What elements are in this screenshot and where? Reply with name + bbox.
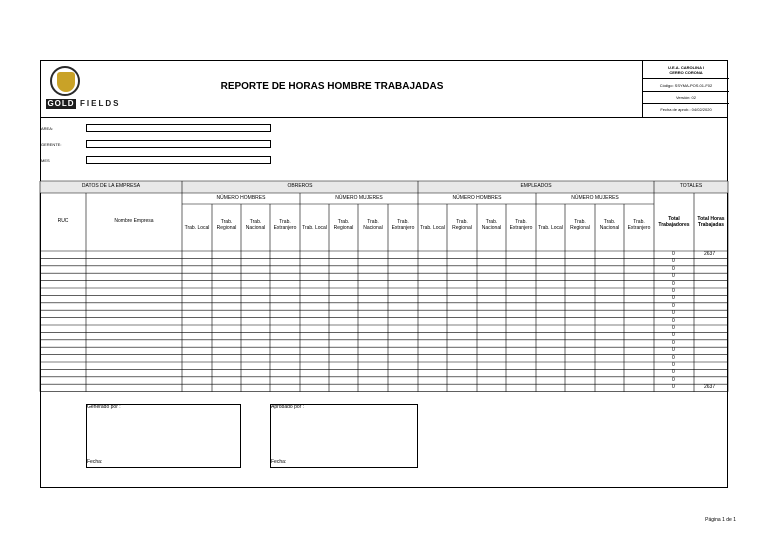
column-trab-nacional-11: Trab. Nacional (481, 219, 502, 231)
approved-date-label: Fecha: (271, 459, 287, 465)
grand-total-trabajadores: 0 (672, 384, 675, 391)
unit-name: U.E.A. CAROLINA I (667, 65, 705, 70)
column-total-trabajadores: Total Trabajadores (658, 216, 690, 228)
row-total-trabajadores: 0 (672, 369, 675, 376)
row-total-trabajadores: 0 (672, 288, 675, 294)
logo-text-rest: FIELDS (80, 99, 121, 108)
column-trab-regional-14: Trab. Regional (570, 219, 590, 231)
generated-by-label: Generado por : (87, 404, 121, 410)
row-total-trabajadores: 0 (672, 339, 675, 346)
column-trab-extranjero-8: Trab. Extranjero (391, 219, 415, 231)
grand-total-horas: 2637 (704, 384, 716, 391)
column-trab-regional-10: Trab. Regional (452, 219, 472, 231)
column-nombre-empresa: Nombre Empresa (114, 218, 154, 224)
column-total-horas: Total Horas Trabajadas (697, 216, 725, 228)
row-total-trabajadores: 0 (672, 354, 675, 361)
column-trab-regional-6: Trab. Regional (333, 219, 354, 231)
row-total-horas: 2637 (704, 251, 716, 257)
column-trab-nacional-15: Trab. Nacional (599, 219, 620, 231)
row-total-trabajadores: 0 (672, 280, 675, 287)
row-total-trabajadores: 0 (672, 251, 675, 257)
approved-by-label: Aprobado por : (271, 404, 305, 410)
document-code: Código: SSYMA-POS.01-F02 (659, 83, 713, 88)
gerente-label: GERENTE: (41, 142, 62, 147)
column-trab-local-13: Trab. Local (538, 225, 563, 231)
row-total-trabajadores: 0 (672, 332, 675, 339)
row-total-trabajadores: 0 (672, 310, 675, 317)
generated-date-label: Fecha: (87, 459, 103, 465)
column-trab-local-9: Trab. Local (420, 225, 445, 231)
column-ruc: RUC (57, 218, 69, 224)
column-trab-local-5: Trab. Local (302, 225, 327, 231)
empleados-hombres-header: NÚMERO HOMBRES (452, 195, 502, 201)
header-empleados: EMPLEADOS (520, 183, 552, 189)
approval-date: Fecha de aprob.: 04/02/2020 (660, 107, 712, 112)
unit-subname: CERRO CORONA (669, 70, 703, 75)
mes-label: MES (41, 158, 50, 163)
row-total-trabajadores: 0 (672, 325, 675, 331)
logo-text-box: GOLD (47, 99, 75, 108)
header-totales: TOTALES (679, 183, 703, 189)
empleados-mujeres-header: NÚMERO MUJERES (571, 195, 619, 201)
report-title: REPORTE DE HORAS HOMBRE TRABAJADAS (220, 81, 444, 92)
row-total-trabajadores: 0 (672, 265, 675, 272)
approved-by-box[interactable] (270, 404, 418, 468)
header-obreros: OBREROS (287, 183, 313, 189)
column-trab-extranjero-16: Trab. Extranjero (627, 219, 651, 231)
row-total-trabajadores: 0 (672, 273, 675, 280)
column-trab-nacional-7: Trab. Nacional (363, 219, 383, 231)
document-version: Versión: 02 (675, 95, 696, 100)
row-total-trabajadores: 0 (672, 376, 675, 383)
page-number: Página 1 de 1 (705, 517, 736, 523)
column-trab-extranjero-4: Trab. Extranjero (273, 219, 297, 231)
column-trab-nacional-3: Trab. Nacional (245, 219, 266, 231)
obreros-mujeres-header: NÚMERO MUJERES (335, 195, 383, 201)
row-total-trabajadores: 0 (672, 347, 675, 354)
row-total-trabajadores: 0 (672, 362, 675, 368)
column-trab-extranjero-12: Trab. Extranjero (509, 219, 533, 231)
row-total-trabajadores: 0 (672, 295, 675, 302)
area-label: AREA: (41, 126, 54, 131)
header-empresa: DATOS DE LA EMPRESA (81, 183, 141, 189)
row-total-trabajadores: 0 (672, 302, 675, 309)
row-total-trabajadores: 0 (672, 317, 675, 324)
column-trab-local-1: Trab. Local (184, 225, 210, 231)
row-total-trabajadores: 0 (672, 258, 675, 265)
column-trab-regional-2: Trab. Regional (216, 219, 237, 231)
generated-by-box[interactable] (86, 404, 241, 468)
obreros-hombres-header: NÚMERO HOMBRES (216, 195, 266, 201)
